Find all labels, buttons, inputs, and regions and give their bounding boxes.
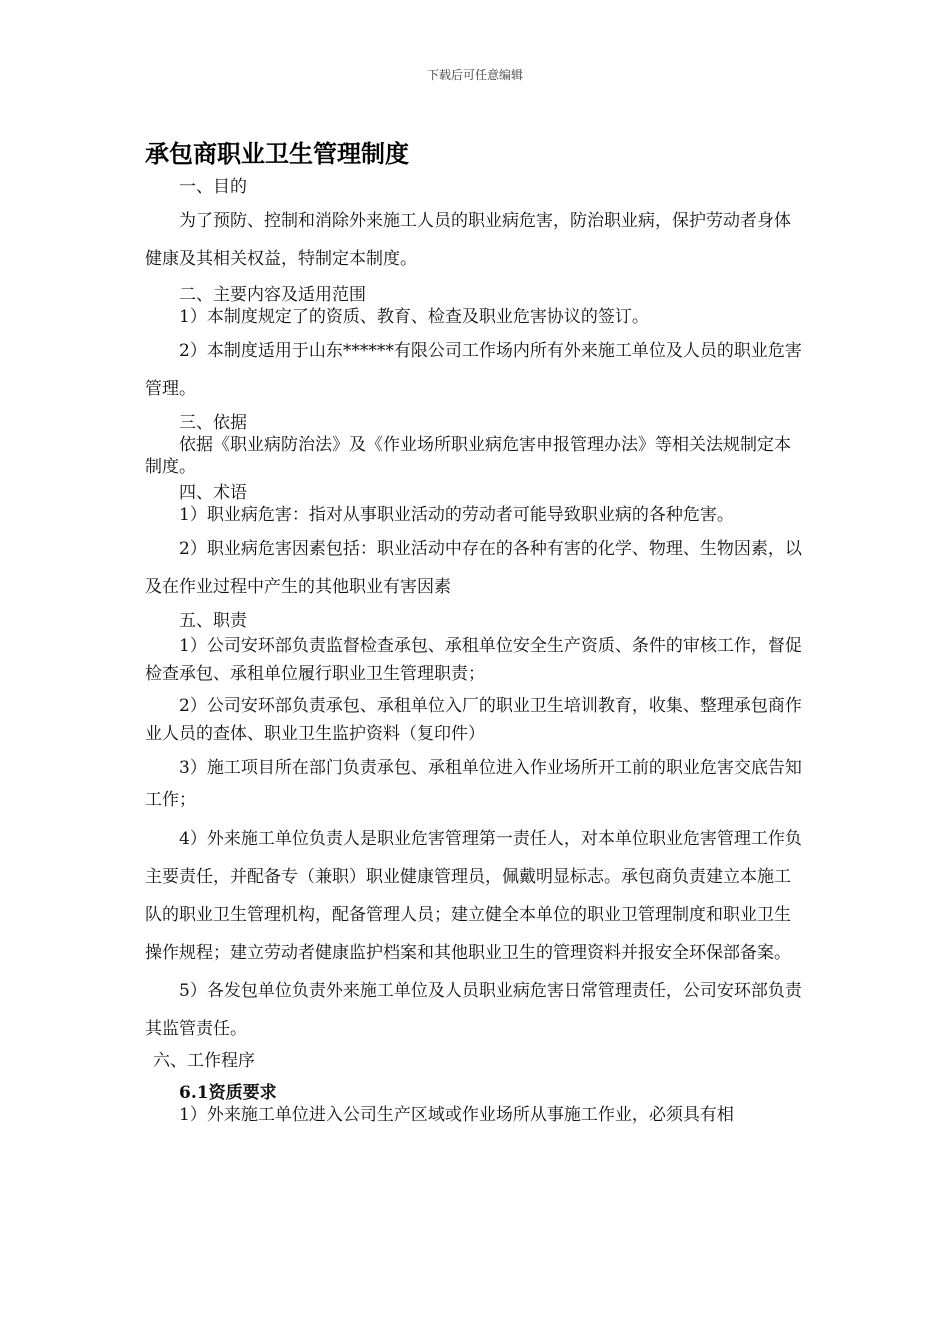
paragraph: 2）职业病危害因素包括：职业活动中存在的各种有害的化学、物理、生物因素，以及在作业过程中产生的其他职业有害因素 <box>145 539 802 597</box>
paragraph: 1）公司安环部负责监督检查承包、承租单位安全生产资质、条件的审核工作，督促检查承包、承租单位履行职业卫生管理职责； <box>145 636 802 684</box>
page-header: 下载后可任意编辑 <box>426 68 523 82</box>
paragraph: 2）公司安环部负责承包、承租单位入厂的职业卫生培训教育，收集、整理承包商作业人员的查体、职业卫生监护资料（复印件） <box>145 696 802 744</box>
document-body <box>145 176 807 1134</box>
section-heading-procedure: 六、工作程序 <box>153 1051 255 1071</box>
paragraph: 3）施工项目所在部门负责承包、承租单位进入作业场所开工前的职业危害交底告知工作； <box>145 758 802 810</box>
document-title: 承包商职业卫生管理制度 <box>145 140 409 168</box>
paragraph: 依据《职业病防治法》及《作业场所职业病危害申报管理办法》等相关法规制定本制度。 <box>145 435 791 477</box>
section-heading-scope: 二、主要内容及适用范围 <box>179 285 366 305</box>
section-heading-terms: 四、术语 <box>179 483 247 503</box>
paragraph: 1）外来施工单位进入公司生产区域或作业场所从事施工作业，必须具有相 <box>179 1105 734 1125</box>
section-heading-duties: 五、职责 <box>179 611 247 631</box>
paragraph: 5）各发包单位负责外来施工单位及人员职业病危害日常管理责任，公司安环部负责其监管责任。 <box>145 981 802 1039</box>
paragraph: 2）本制度适用于山东******有限公司工作场内所有外来施工单位及人员的职业危害管理。 <box>145 341 802 399</box>
section-heading-basis: 三、依据 <box>179 413 247 433</box>
section-heading-purpose: 一、目的 <box>179 177 247 197</box>
paragraph: 1）职业病危害：指对从事职业活动的劳动者可能导致职业病的各种危害。 <box>179 505 734 525</box>
paragraph: 1）本制度规定了的资质、教育、检查及职业危害协议的签订。 <box>179 307 649 327</box>
subsection-heading-qualification: 6.1资质要求 <box>179 1083 277 1103</box>
paragraph: 为了预防、控制和消除外来施工人员的职业病危害，防治职业病，保护劳动者身体健康及其相关权益，特制定本制度。 <box>145 211 791 269</box>
paragraph: 4）外来施工单位负责人是职业危害管理第一责任人，对本单位职业危害管理工作负主要责任，并配备专（兼职）职业健康管理员，佩戴明显标志。承包商负责建立本施工队的职业卫生管理机构，配备管理人员；建立健全本单位的职业卫管理制度和职业卫生操作规程；建立劳动者健康监护档案和其他职业卫生的管理资料并报安全环保部备案。 <box>145 829 802 963</box>
